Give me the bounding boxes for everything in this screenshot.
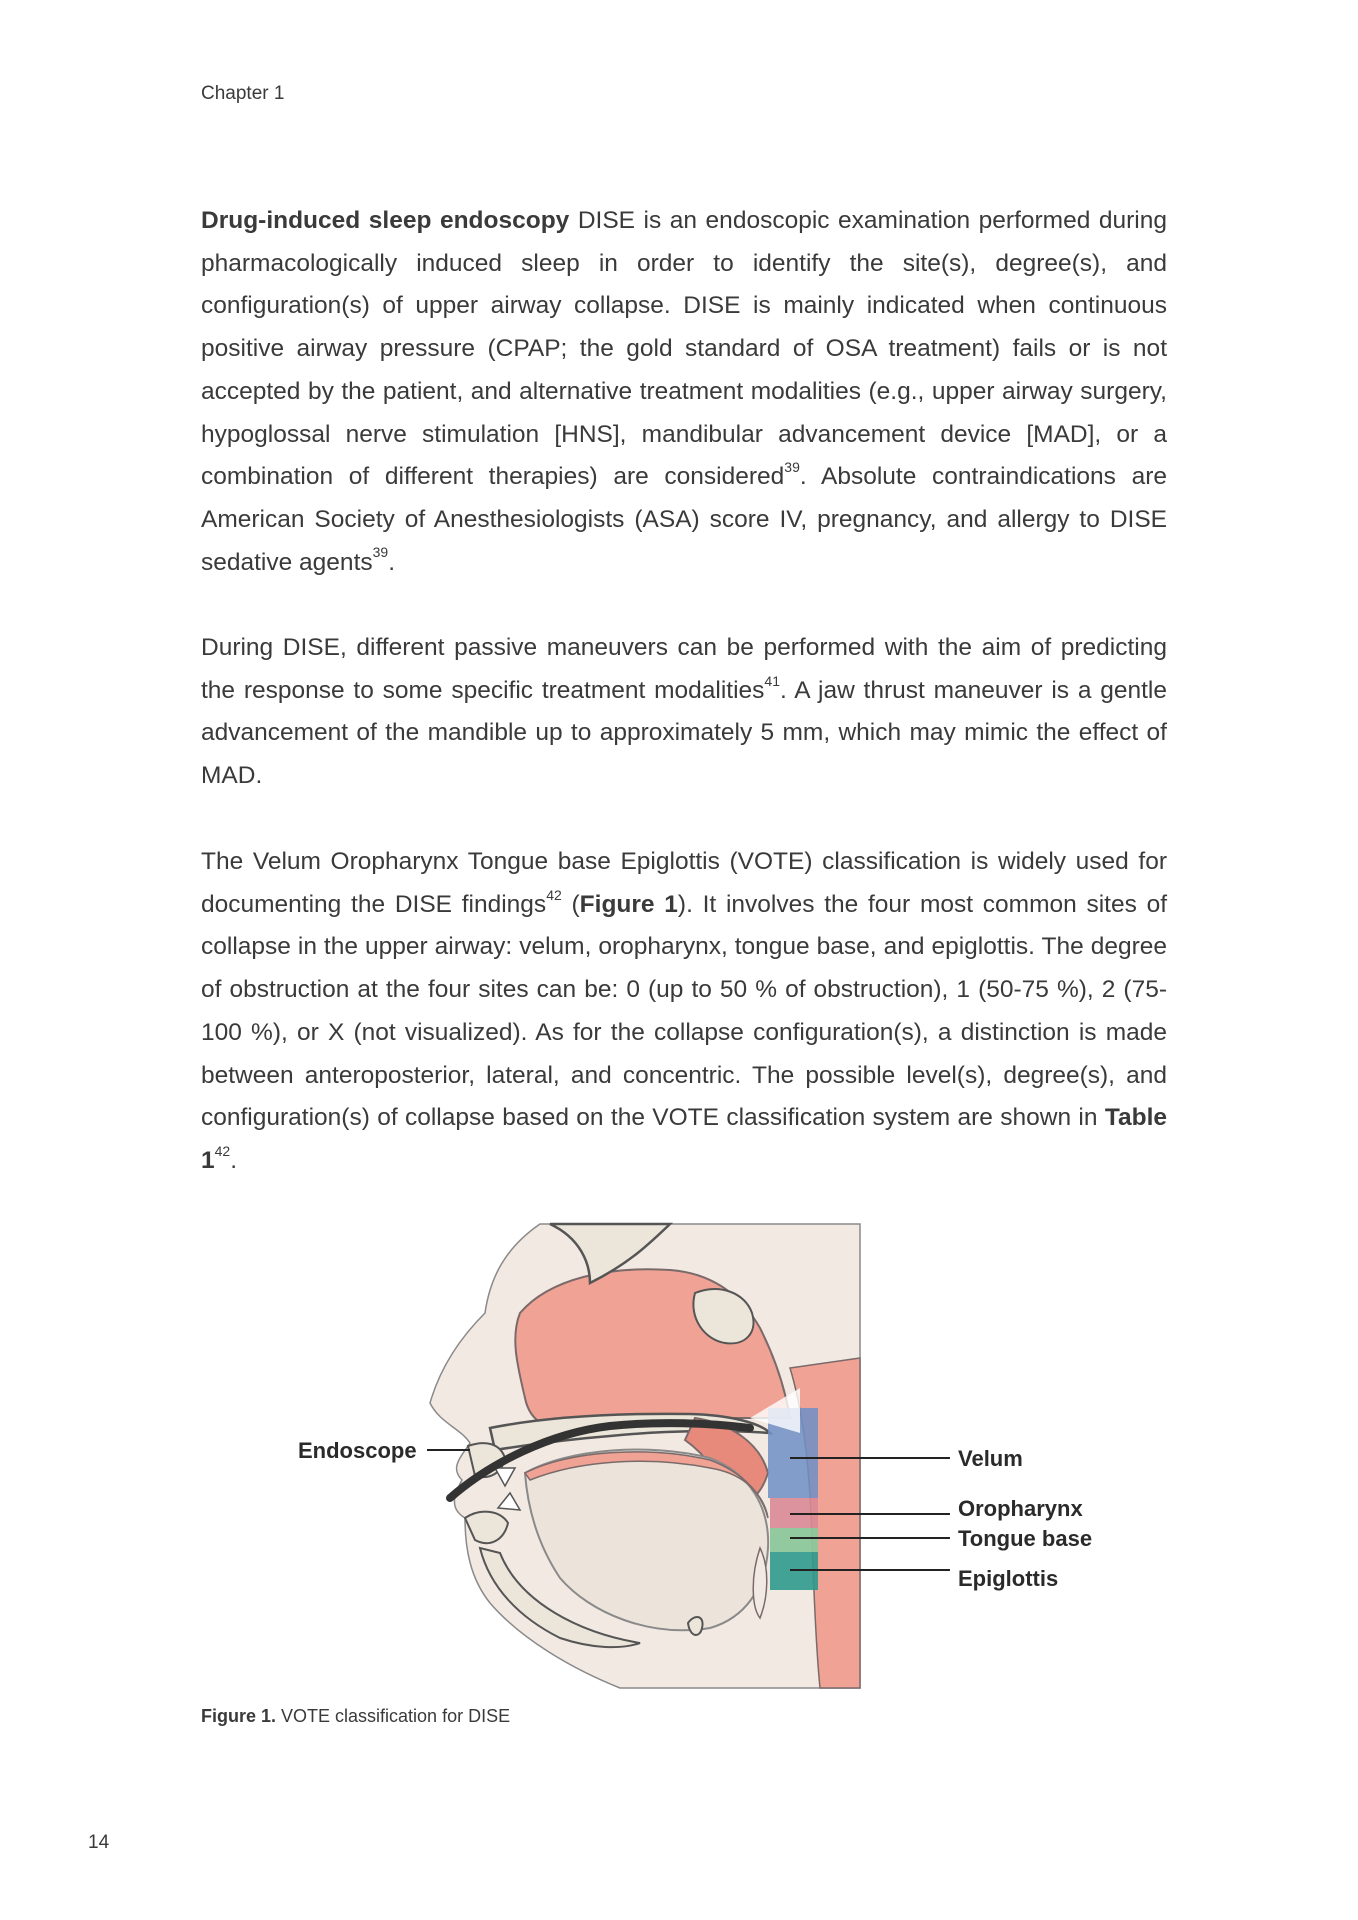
text: .	[230, 1146, 238, 1174]
endoscope-label: Endoscope	[298, 1438, 417, 1463]
table-reference: Table 1	[201, 1104, 1167, 1174]
paragraph-passive-maneuvers	[201, 627, 1167, 798]
text: ). It involves the four most common sites of collapse in the upper airway: velum, oropharynx, tongue base, and epiglottis. The degree of obstruction at the four sites can be: 0 (up to 50 % of obstruction), 1 (50-75 %), 2 (75-100 %), or X (not visualized). As for the collapse configuration(s), a distinction is made between anteroposterior, lateral, and concentric. The possible level(s), degree(s), and configuration(s) of collapse based on the VOTE classification system are shown in	[201, 890, 1168, 1132]
figure-reference: Figure 1	[579, 890, 678, 918]
running-header: Chapter 1	[201, 83, 285, 104]
citation: 41	[764, 672, 780, 689]
text: .	[388, 548, 396, 576]
figure-caption-text: VOTE classification for DISE	[276, 1706, 511, 1726]
tongue-base-label: Tongue base	[958, 1526, 1093, 1551]
text: . Absolute contraindications are American Society of Anesthesiologists (ASA) score IV, pregnancy, and allergy to DISE sedative agents	[201, 463, 1167, 576]
text: (	[561, 890, 580, 918]
text: . A jaw thrust maneuver is a gentle advancement of the mandible up to approximately 5 mm, which may mimic the effect of MAD.	[201, 676, 1167, 790]
paragraph-dise-definition	[201, 200, 1167, 584]
figure-caption	[201, 1706, 510, 1727]
text: During DISE, different passive maneuvers can be performed with the aim of predicting the response to some specific treatment modalities	[201, 634, 1167, 704]
text: The Velum Oropharynx Tongue base Epiglottis (VOTE) classification is widely used for documenting the DISE findings	[201, 848, 1167, 918]
epiglottis-label: Epiglottis	[958, 1566, 1059, 1591]
lead-term: Drug-induced sleep endoscopy	[201, 207, 570, 234]
hyoid	[688, 1617, 703, 1635]
figure-caption-label: Figure 1.	[201, 1706, 277, 1726]
paragraph-vote-classification	[201, 841, 1167, 1183]
sagittal-airway-illustration	[290, 1218, 1100, 1698]
citation: 39	[784, 459, 800, 476]
citation: 39	[372, 544, 389, 561]
tongue-base-band	[770, 1528, 818, 1552]
page-number: 14	[88, 1832, 110, 1853]
vote-anatomy-figure	[290, 1218, 1100, 1698]
citation: 42	[214, 1142, 231, 1159]
velum-label: Velum	[958, 1446, 1023, 1471]
citation: 42	[546, 886, 562, 903]
text: DISE is an endoscopic examination performed during pharmacologically induced sleep in order to identify the site(s), degree(s), and configuration(s) of upper airway collapse. DISE is mainly indicated when continuous positive airway pressure (CPAP; the gold standard of OSA treatment) fails or is not accepted by the patient, and alternative treatment modalities (e.g., upper airway surgery, hypoglossal nerve stimulation [HNS], mandibular advancement device [MAD], or a combination of different therapies) are considered	[201, 207, 1167, 491]
oropharynx-label: Oropharynx	[958, 1496, 1083, 1521]
